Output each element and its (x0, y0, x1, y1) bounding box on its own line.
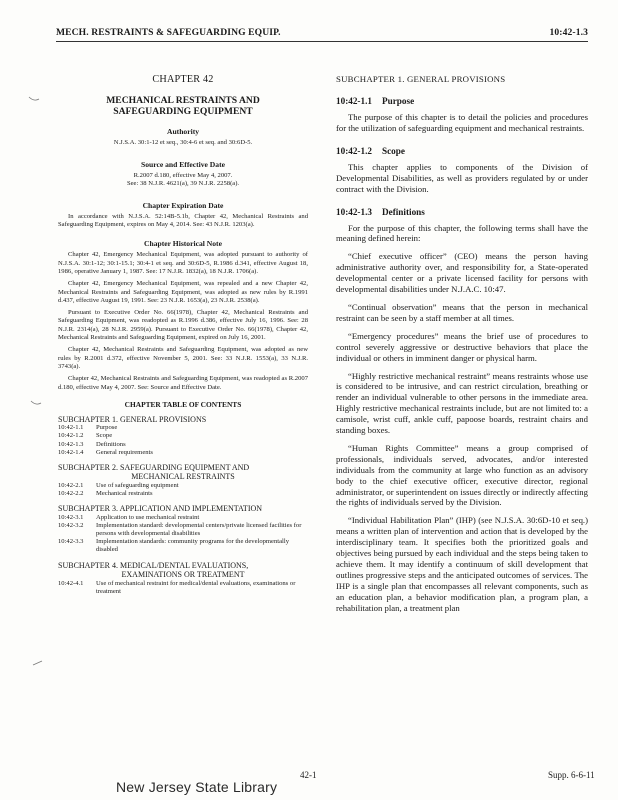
section-title: Purpose (381, 96, 415, 106)
definition-paragraph: “Chief executive officer” (CEO) means the person having administrative authority over, and responsibility for, a State-operated developmental center or a private licensed facility for persons with developmental disabilities under N.J.A.C. 10:47. (336, 251, 588, 295)
expiration-text: In accordance with N.J.S.A. 52:14B-5.1b, Chapter 42, Mechanical Restraints and Safeguarding Equipment, expires on May 4, 2014. See: 43 N.J.R. 1203(a). (58, 212, 308, 229)
authority-heading: Authority (166, 127, 200, 136)
definition-paragraph: “Human Rights Committee” means a group comprised of professionals, individuals served, advocates, and/or interested individuals from the community at large who function as an advisory body to the chief executive officer, executive director, regional administrator, or superintendent on issues directly or indirectly affecting the rights of individuals served by the Division. (336, 442, 588, 508)
source-text: See: 38 N.J.R. 4621(a), 39 N.J.R. 2258(a). (126, 180, 240, 188)
toc-subchapter-title: SUBCHAPTER 2. SAFEGUARDING EQUIPMENT AND (58, 463, 250, 473)
toc-entry-title: Scope (96, 432, 113, 440)
right-column (336, 64, 588, 621)
toc-entry (58, 482, 308, 490)
toc-heading: CHAPTER TABLE OF CONTENTS (124, 399, 242, 409)
history-paragraph: Chapter 42, Mechanical Restraints and Safeguarding Equipment, was readopted as R.2007 d.180, effective May 4, 2007. See: Source and Effective Date. (58, 375, 308, 391)
definition-paragraph: For the purpose of this chapter, the following terms shall have the meaning defined herein: (336, 222, 588, 244)
history-paragraph: Chapter 42, Emergency Mechanical Equipment, was repealed and a new Chapter 42, Mechanical Restraints and Safeguarding Equipment, was adopted as new rules by R.1991 d.437, effective August 19, 1991. See: 23 N.J.R. 1653(a), 23 N.J.R. 2538(a). (58, 280, 308, 304)
toc-entry-title: Definitions (96, 440, 126, 448)
authority-text: N.J.S.A. 30:1-12 et seq., 30:4-6 et seq. and 30:6D-5. (113, 139, 253, 146)
chapter-title-line: MECHANICAL RESTRAINTS AND (106, 95, 260, 106)
definition-paragraph: “Continual observation” means that the person in mechanical restraint can be seen by a staff member at all times. (336, 301, 588, 323)
toc-entry (58, 441, 308, 449)
source-heading: Source and Effective Date (140, 159, 225, 169)
toc-entry (58, 432, 308, 440)
toc-subchapter (58, 504, 308, 554)
toc-entry-title: Application to use mechanical restraint (96, 513, 200, 521)
margin-mark (30, 400, 42, 406)
section-paragraph: The purpose of this chapter is to detail the policies and procedures for the utilization of safeguarding equipment and mechanical restraints. (336, 112, 588, 133)
supplement-date: Supp. 6-6-11 (548, 770, 595, 780)
header-title: MECH. RESTRAINTS & SAFEGUARDING EQUIP. (56, 27, 281, 38)
section-number: 10:42-1.1 (336, 96, 372, 106)
chapter-number: CHAPTER 42 (152, 74, 214, 85)
section-number: 10:42-1.3 (336, 206, 372, 217)
toc-subchapter-title-cont: EXAMINATIONS OR TREATMENT (121, 570, 245, 580)
section-paragraph: This chapter applies to components of the Division of Developmental Disabilities, as well as providers regulated by or under contract with the Division. (336, 161, 588, 194)
expiration-heading: Chapter Expiration Date (142, 200, 224, 210)
source-text: R.2007 d.180, effective May 4, 2007. (133, 171, 233, 179)
page-number: 42-1 (300, 770, 317, 780)
section-heading (336, 146, 588, 156)
toc-entry-title: Implementation standard: developmental centers/private licensed facilities for persons with developmental disabilities (96, 521, 302, 538)
toc-entry-number: 10:42-2.1 (58, 481, 84, 489)
toc-entry-title: Implementation standards: community programs for the developmentally disabled (96, 538, 290, 554)
toc-entry-number: 10:42-1.4 (58, 448, 84, 456)
toc-entry-title: Mechanical restraints (96, 490, 153, 498)
history-paragraph: Chapter 42, Emergency Mechanical Equipment, was adopted pursuant to authority of N.J.S.A. 30:1-12; 30:1-15.1; 30:4-1 et seq. and 30:6D-5, R.1986 d.341, effective August 18, 1986, operative January 1, 1987. See: 17 N.J.R. 1832(a), 18 N.J.R. 1706(a). (58, 251, 308, 275)
section-title: Definitions (381, 206, 425, 217)
toc-entry (58, 449, 308, 457)
toc-entry-number: 10:42-1.2 (58, 432, 84, 440)
definition-paragraph: “Emergency procedures” means the brief use of procedures to control severely aggressive or destructive behaviors that place the individual or others in imminent danger or physical harm. (336, 330, 588, 363)
toc-entry-number: 10:42-3.2 (58, 521, 84, 529)
section-heading (336, 96, 588, 106)
section-title: Scope (381, 145, 405, 156)
toc-subchapter-title: SUBCHAPTER 1. GENERAL PROVISIONS (58, 414, 207, 424)
chapter-title-line: SAFEGUARDING EQUIPMENT (113, 106, 253, 117)
toc-entry (58, 514, 308, 522)
toc-entry-number: 10:42-3.3 (58, 538, 84, 546)
toc-entry (58, 424, 308, 432)
toc-entry-number: 10:42-2.2 (58, 490, 84, 498)
running-header (56, 27, 588, 42)
section-number: 10:42-1.2 (336, 145, 372, 156)
history-paragraph: Chapter 42, Mechanical Restraints and Safeguarding Equipment, was adopted as new rules by R.2001 d.372, effective November 5, 2001. See: 33 N.J.R. 1553(a), 33 N.J.R. 3743(a). (58, 346, 308, 370)
toc-entry-title: Use of mechanical restraint for medical/dental evaluations, examinations or treatment (96, 579, 296, 595)
history-paragraph: Pursuant to Executive Order No. 66(1978), Chapter 42, Mechanical Restraints and Safeguarding Equipment, was readopted as R.1996 d.386, effective July 16, 1996. See: 28 N.J.R. 2314(a), 28 N.J.R. 2959(a). Pursuant to Executive Order No. 66(1978), Chapter 42, Mechanical Restraints and Safeguarding Equipment, expired on July 16, 2001. (58, 309, 308, 342)
header-section-number: 10:42-1.3 (549, 27, 588, 38)
section-heading (336, 207, 588, 217)
toc-entry (58, 538, 308, 554)
toc-subchapter-title-cont: MECHANICAL RESTRAINTS (131, 472, 235, 482)
chapter-title (58, 95, 308, 117)
definition-paragraph: “Highly restrictive mechanical restraint” means restraints whose use is considered to be intrusive, and can restrict circulation, breathing or render an individual vulnerable to other persons in the immediate area. Highly restrictive mechanical restraints include, but are not limited to: a camisole, wrist cuff, ankle cuff, papoose boards, restraint chairs and standing boxes. (336, 370, 588, 436)
toc-entry-title: Use of safeguarding equipment (96, 481, 179, 489)
library-stamp: New Jersey State Library (116, 779, 278, 795)
toc-entry-number: 10:42-1.1 (58, 424, 84, 432)
history-heading: Chapter Historical Note (144, 239, 222, 249)
margin-mark (28, 96, 40, 102)
toc-subchapter-title: SUBCHAPTER 4. MEDICAL/DENTAL EVALUATIONS, (58, 560, 249, 570)
toc-subchapter (58, 463, 308, 498)
toc-entry (58, 490, 308, 498)
definition-paragraph: “Individual Habilitation Plan” (IHP) (see N.J.S.A. 30:6D-10 et seq.) means a written plan of intervention and action that is developed by the interdisciplinary team. It specifies both the prioritized goals and objectives being pursued by each individual and the steps being taken to achieve them. It may identify a continuum of skill development that outlines progressive steps and the anticipated outcomes of services. The IHP is a single plan that encompasses all relevant components, such as an education plan, a behavior modification plan, a program plan, a rehabilitation plan, a treatment plan (336, 515, 588, 613)
toc-entry (58, 522, 308, 538)
left-column (58, 64, 308, 596)
toc-subchapter (58, 561, 308, 596)
toc-entry-number: 10:42-1.3 (58, 440, 84, 448)
toc-subchapter-title: SUBCHAPTER 3. APPLICATION AND IMPLEMENTATION (58, 504, 263, 514)
subchapter-title: SUBCHAPTER 1. GENERAL PROVISIONS (336, 74, 506, 84)
margin-mark (32, 660, 44, 666)
toc-subchapter (58, 415, 308, 457)
toc-entry-number: 10:42-3.1 (58, 513, 84, 521)
toc-entry-title: General requirements (96, 448, 153, 456)
toc-entry (58, 580, 308, 596)
toc-entry-number: 10:42-4.1 (58, 579, 84, 587)
toc-entry-title: Purpose (96, 424, 118, 432)
